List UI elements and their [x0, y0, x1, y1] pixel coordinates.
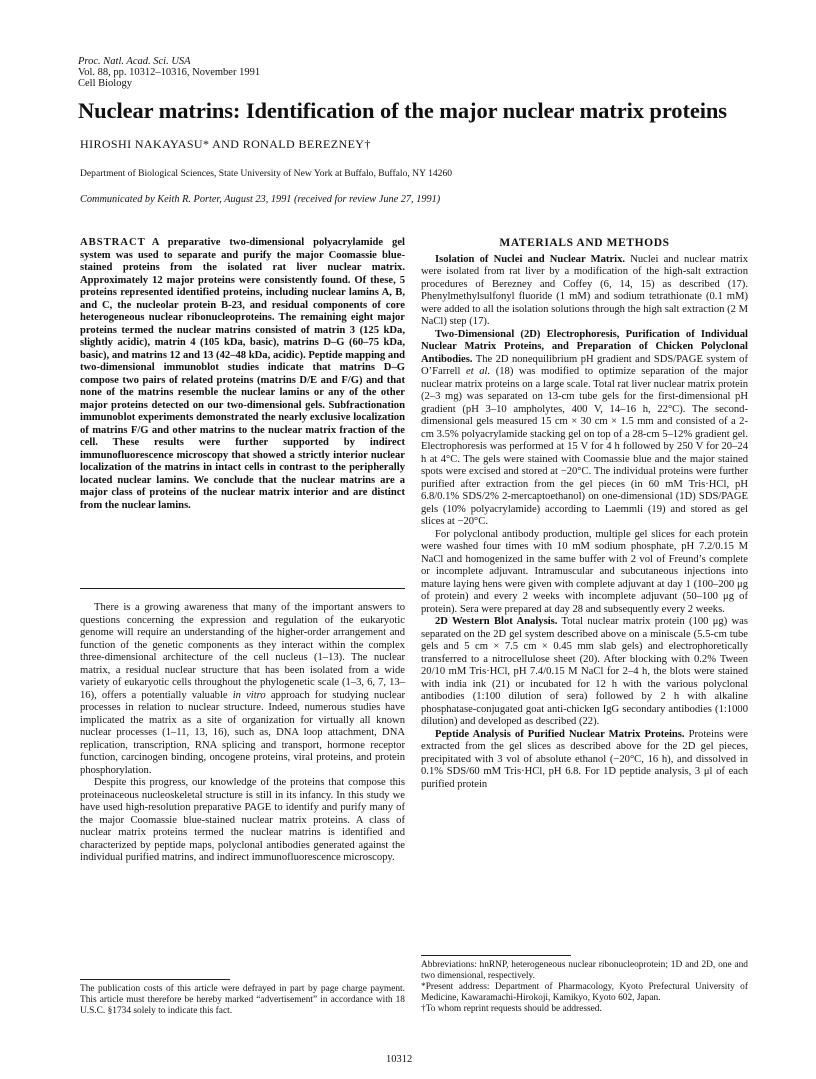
materials-and-methods [421, 237, 748, 791]
section-isolation-text: Nuclei and nuclear matrix were isolated from rat liver by a modification of the high-salt extraction procedures of Berezney and Coffey (6, 14, 15) as described (17). Phenylmethylsulfonyl fluoride (1 mM) and sodium tetrathionate (0.1 mM) were added to all the isolation solutions through the high salt extraction (2 M NaCl) step (17). [421, 253, 748, 327]
section-western-text: Total nuclear matrix protein (100 μg) was separated on the 2D gel system described above on a miniscale (5.5-cm tube gels and 5 cm × 7.5 cm × 0.45 mm slab gels) and electrophoretically transferred to a nitrocellulose sheet (20). After blocking with 0.2% Tween 20/10 mM Tris·HCl, pH 7.4/0.15 M NaCl for 2–4 h, the blots were stained with india ink (21) or incubated for 12 h with the various polyclonal antibodies (1:100 dilution of sera) followed by 2 h with alkaline phosphatase-conjugated goat anti-chicken IgG secondary antibodies (1:1000 dilution) and developed as described (22). [421, 616, 748, 727]
present-address-note: *Present address: Department of Pharmacology, Kyoto Prefectural University of Medicine, Kawaramachi-Hirokoji, Kamikyo, Kyoto 602, Japan. [421, 982, 748, 1003]
abstract-label: ABSTRACT [80, 237, 146, 248]
journal-section: Cell Biology [78, 78, 132, 89]
communicated-line: Communicated by Keith R. Porter, August 23, 1991 (received for review June 27, 1991) [80, 194, 441, 205]
intro-paragraph-1 [80, 602, 405, 777]
section-2d-heading: Two-Dimensional (2D) Electrophoresis, Purification of Individual Nuclear Matrix Proteins, and Preparation of Chicken Polyclonal Antibodies. [421, 328, 748, 365]
footnotes-right [421, 960, 748, 1015]
publication-cost-note: The publication costs of this article were defrayed in part by page charge payment. This article must therefore be hereby marked “advertisement” in accordance with 18 U.S.C. §1734 solely to indicate this fact. [80, 984, 405, 1016]
intro-p1-italic: in vitro [232, 689, 266, 701]
abstract-text: A preparative two-dimensional polyacrylamide gel system was used to separate and purify the major Coomassie blue-stained proteins from the isolated rat liver nuclear matrix. Approximately 12 major proteins were consistently found. Of these, 5 proteins represented identified proteins, including nuclear lamins A, B, and C, the nucleolar protein B-23, and residual components of core heterogeneous nuclear ribonucleoproteins. The remaining eight major proteins termed the nuclear matrins consisted of matrin 3 (125 kDa, slightly acidic), matrin 4 (105 kDa, basic), matrins D–G (60–75 kDa, basic), and matrins 12 and 13 (42–48 kDa, acidic). Peptide mapping and two-dimensional immunoblot studies indicate that matrins D–G compose two pairs of related proteins (matrins D/E and F/G) and that none of the matrins resemble the nuclear lamins or any of the other major proteins detected on our two-dimensional gels. Subfractionation immunoblot experiments demonstrated the nearly exclusive localization of matrins F/G and other matrins to the nuclear matrix fraction of the cell. These results were further supported by indirect immunofluorescence microscopy that showed a strictly interior nuclear localization of the matrins in intact cells in contrast to the peripherally located nuclear lamins. We conclude that the nuclear matrins are a major class of proteins of the nuclear matrix interior and are distinct from the nuclear lamins. [80, 237, 405, 511]
abstract-divider [80, 588, 405, 589]
page-number: 10312 [386, 1054, 413, 1065]
methods-paragraph-2 [421, 329, 748, 529]
journal-header [78, 56, 260, 89]
abbreviations-note: Abbreviations: hnRNP, heterogeneous nuclear ribonucleoprotein; 1D and 2D, one and two dimensional, respectively. [421, 960, 748, 981]
intro-p1-text-b: approach for studying nuclear processes in relation to nuclear structure. Indeed, numerous studies have implicated the matrix as a site of organization for virtually all known nuclear processes (1–11, 13, 16), such as, DNA loop attachment, DNA replication, transcription, RNA splicing and transport, hormone receptor function, carcinogen binding, oncogene proteins, viral proteins, and protein phosphorylation. [80, 689, 405, 776]
section-isolation-heading: Isolation of Nuclei and Nuclear Matrix. [435, 253, 626, 265]
methods-heading: MATERIALS AND METHODS [499, 237, 670, 249]
intro-paragraph-2: Despite this progress, our knowledge of the proteins that compose this proteinaceous nucleoskeletal structure is still in its infancy. In this study we have used high-resolution preparative PAGE to identify and purify many of the major Coomassie blue-stained nuclear matrix proteins. A class of nuclear matrix proteins termed the nuclear matrins is identified and characterized by peptide maps, polyclonal antibodies generated against the individual purified matrins, and indirect immunofluorescence microscopy. [80, 777, 405, 863]
section-western-heading: 2D Western Blot Analysis. [435, 616, 558, 627]
introduction [80, 602, 405, 865]
footnote-divider-right [421, 955, 571, 956]
journal-name: Proc. Natl. Acad. Sci. USA [78, 56, 191, 67]
section-2d-italic: et al. [466, 366, 491, 377]
intro-p1-text-a: There is a growing awareness that many of the important answers to questions concerning the expression and regulation of the eukaryotic genome will require an understanding of the higher-order arrangement and function of the genetic components as they interact within the complex three-dimensional architecture of the cell nucleus (1–13). The nuclear matrix, a residual nuclear structure that has been isolated from a wide variety of eukaryotic cells throughout the phylogenetic scale (1–3, 6, 7, 13–16), offers a potentially valuable [80, 602, 405, 701]
section-2d-text-b: (18) was modified to optimize separation of the major nuclear matrix proteins on a large scale. Total rat liver nuclear matrix protein (2–3 mg) was separated on 13-cm tube gels for the first-dimensional pH gradient (pH 3–10 ampholytes, 400 V, 14–16 h, 22°C). The second-dimensional gels measured 15 cm × 30 cm × 1.5 mm and consisted of a 2-cm 3.5% polyacrylamide stacking gel on top of a 28-cm 5–12% gradient gel. Electrophoresis was performed at 15 V for 4 h followed by 250 V for 20–24 h at 4°C. The gels were stained with Coomassie blue and the major stained spots were excised and stored at −20°C. The individual proteins were further purified after extraction from the gel pieces (in 60 mM Tris·HCl, pH 6.8/0.1% SDS/2% 2-mercaptoethanol) on one-dimensional (1D) SDS/PAGE gels (10% polyacrylamide) according to Laemmli (19) and stored as gel slices at −20°C. [421, 366, 748, 527]
footnote-divider-left [80, 979, 230, 980]
methods-paragraph-5 [421, 729, 748, 792]
section-peptide-heading: Peptide Analysis of Purified Nuclear Matrix Proteins. [435, 728, 685, 740]
journal-volume: Vol. 88, pp. 10312–10316, November 1991 [78, 67, 261, 78]
section-peptide-text: Proteins were extracted from the gel slices as described above for the 2D gel pieces, precipitated with 3 vol of absolute ethanol (−20°C, 16 h), and dissolved in 0.1% SDS/60 mM Tris·HCl, pH 6.8. For 1D peptide analysis, 3 μl of each purified protein [421, 728, 748, 790]
article-title: Nuclear matrins: Identification of the major nuclear matrix proteins [78, 98, 727, 123]
reprint-note: †To whom reprint requests should be addressed. [421, 1004, 602, 1014]
authors: HIROSHI NAKAYASU* AND RONALD BEREZNEY† [80, 137, 371, 151]
affiliation: Department of Biological Sciences, State University of New York at Buffalo, Buffalo, NY 14260 [80, 168, 453, 179]
methods-paragraph-1 [421, 254, 748, 329]
methods-paragraph-3: For polyclonal antibody production, multiple gel slices for each protein were washed four times with 10 mM sodium phosphate, pH 7.2/0.15 M NaCl and homogenized in the same buffer with 2 vol of Freund’s complete or incomplete adjuvant. Intramuscular and subcutaneous injections into mature laying hens were given with complete adjuvant at day 1 (100–200 μg of protein) and every 2 weeks with incomplete adjuvant (50–100 μg of protein). Sera were prepared at day 28 and subsequently every 2 weeks. [421, 528, 748, 615]
abstract [80, 237, 405, 512]
methods-paragraph-4 [421, 616, 748, 729]
section-2d-text-a: The 2D nonequilibrium pH gradient and SDS/PAGE system of O’Farrell [421, 353, 748, 377]
